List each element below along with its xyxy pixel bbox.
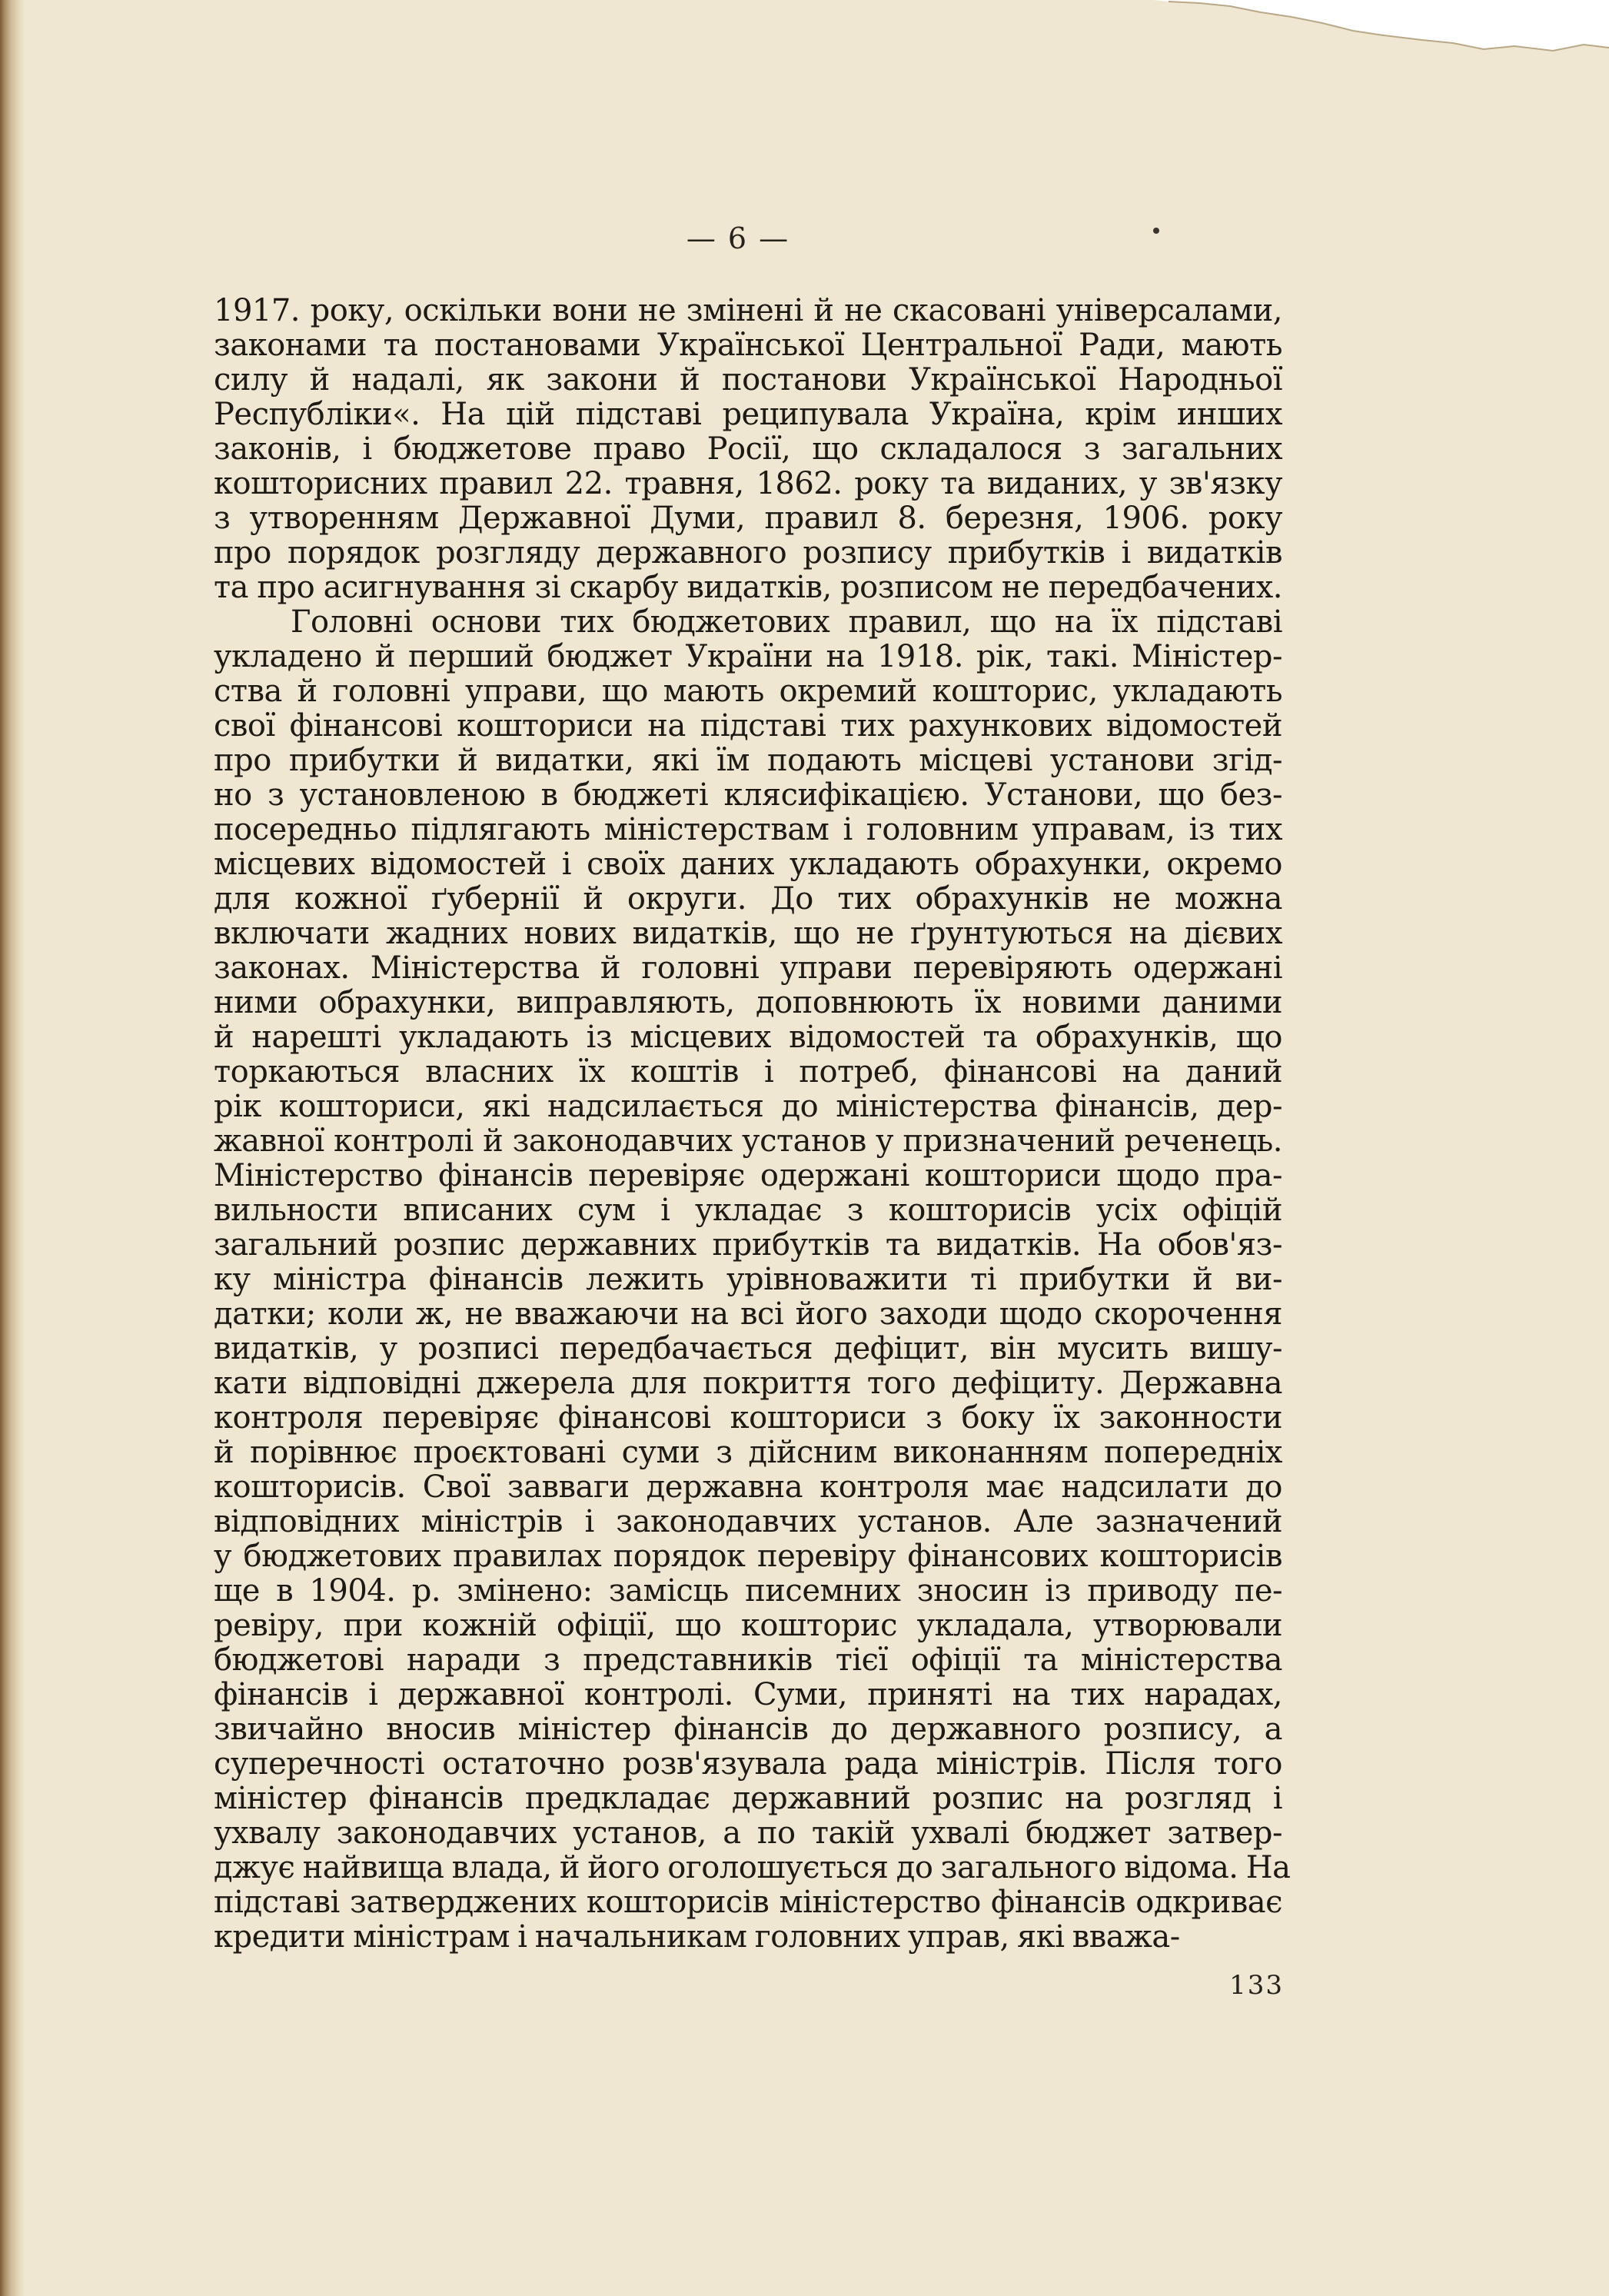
text-line: свої фінансові кошториси на підставі тих рахункових відомостей	[214, 708, 1282, 744]
text-line: ухвалу законодавчих установ, а по такій ухвалі бюджет затвер-	[214, 1815, 1282, 1851]
body-text	[214, 293, 1291, 1955]
text-line: й нарешті укладають із місцевих відомостей та обрахунків, що	[214, 1020, 1282, 1055]
text-line: рік кошториси, які надсилається до міністерства фінансів, дер-	[214, 1089, 1282, 1124]
text-line: Республіки«. На цій підставі реципувала Україна, крім инших	[214, 397, 1282, 432]
text-line: но з установленою в бюджеті клясифікацією. Установи, що без-	[214, 777, 1282, 813]
text-line: ку міністра фінансів лежить урівноважити ті прибутки й ви-	[214, 1262, 1282, 1297]
text-line: кошторисних правил 22. травня, 1862. року та виданих, у зв'язку	[214, 466, 1282, 501]
ink-spot	[1153, 228, 1159, 234]
text-line: для кожної ґубернії й округи. До тих обрахунків не можна	[214, 881, 1282, 917]
binding-edge	[0, 0, 25, 2296]
text-line: місцевих відомостей і своїх даних укладають обрахунки, окремо	[214, 847, 1282, 882]
text-line: посередньо підлягають міністерствам і головним управам, із тих	[214, 812, 1282, 847]
text-line: суперечності остаточно розв'язувала рада міністрів. Після того	[214, 1746, 1282, 1782]
text-line: у бюджетових правилах порядок перевіру фінансових кошторисів	[214, 1539, 1282, 1574]
text-line: з утворенням Державної Думи, правил 8. березня, 1906. року	[214, 501, 1282, 536]
text-line: міністер фінансів предкладає державний розпис на розгляд і	[214, 1781, 1282, 1816]
signature-number: 133	[1229, 1970, 1284, 2001]
text-line: й порівнює проєктовані суми з дійсним виконанням попередніх	[214, 1435, 1282, 1470]
text-line: торкаються власних їх коштів і потреб, фінансові на даний	[214, 1054, 1282, 1090]
text-line: джує найвища влада, й його оголошується до загального відома. На	[214, 1850, 1291, 1885]
text-line: законами та постановами Української Центральної Ради, мають	[214, 328, 1282, 363]
text-line: Головні основи тих бюджетових правил, що на їх підставі	[291, 604, 1282, 640]
text-line: загальний розпис державних прибутків та видатків. На обов'яз-	[214, 1227, 1282, 1263]
text-line: включати жадних нових видатків, що не ґрунтуються на дієвих	[214, 916, 1282, 951]
text-line: контроля перевіряє фінансові кошториси з боку їх законности	[214, 1400, 1282, 1436]
text-line: відповідних міністрів і законодавчих установ. Але зазначений	[214, 1504, 1282, 1539]
text-line: бюджетові наради з представників тієї офіції та міністерства	[214, 1642, 1282, 1678]
text-line: кредити міністрам і начальникам головних управ, які вважа-	[214, 1919, 1180, 1955]
page-number: — 6 —	[686, 221, 790, 255]
text-line: кати відповідні джерела для покриття того дефіциту. Державна	[214, 1366, 1282, 1401]
text-line: Міністерство фінансів перевіряє одержані кошториси щодо пра-	[214, 1158, 1282, 1193]
text-line: ревіру, при кожній офіції, що кошторис укладала, утворювали	[214, 1608, 1282, 1643]
text-line: підставі затверджених кошторисів міністерство фінансів одкриває	[214, 1885, 1282, 1920]
text-line: укладено й перший бюджет України на 1918. рік, такі. Міністер-	[214, 639, 1282, 674]
text-line: силу й надалі, як закони й постанови Української Народньої	[214, 362, 1282, 398]
text-line: видатків, у розписі передбачається дефіцит, він мусить вишу-	[214, 1331, 1282, 1366]
torn-corner	[1153, 0, 1609, 69]
text-line: про прибутки й видатки, які їм подають місцеві установи згід-	[214, 743, 1282, 778]
text-line: про порядок розгляду державного розпису прибутків і видатків	[214, 535, 1282, 571]
text-line: законів, і бюджетове право Росії, що складалося з загальних	[214, 431, 1282, 467]
text-line: звичайно вносив міністер фінансів до державного розпису, а	[214, 1712, 1282, 1747]
text-line: та про асигнування зі скарбу видатків, розписом не передбачених.	[214, 570, 1282, 605]
text-line: 1917. року, оскільки вони не змінені й не скасовані універсалами,	[214, 293, 1282, 328]
text-line: фінансів і державної контролі. Суми, приняті на тих нарадах,	[214, 1677, 1282, 1712]
text-line: ними обрахунки, виправляють, доповнюють їх новими даними	[214, 985, 1282, 1020]
text-line: ще в 1904. р. змінено: замісць писемних зносин із приводу пе-	[214, 1573, 1282, 1609]
text-line: вильности вписаних сум і укладає з кошторисів усіх офіцій	[214, 1193, 1282, 1228]
text-line: ства й головні управи, що мають окремий кошторис, укладають	[214, 674, 1282, 709]
text-line: датки; коли ж, не вважаючи на всі його заходи щодо скорочення	[214, 1296, 1282, 1332]
text-line: законах. Міністерства й головні управи перевіряють одержані	[214, 950, 1282, 986]
text-line: кошторисів. Свої завваги державна контроля має надсилати до	[214, 1469, 1282, 1505]
text-line: жавної контролі й законодавчих установ у призначений реченець.	[214, 1123, 1282, 1159]
